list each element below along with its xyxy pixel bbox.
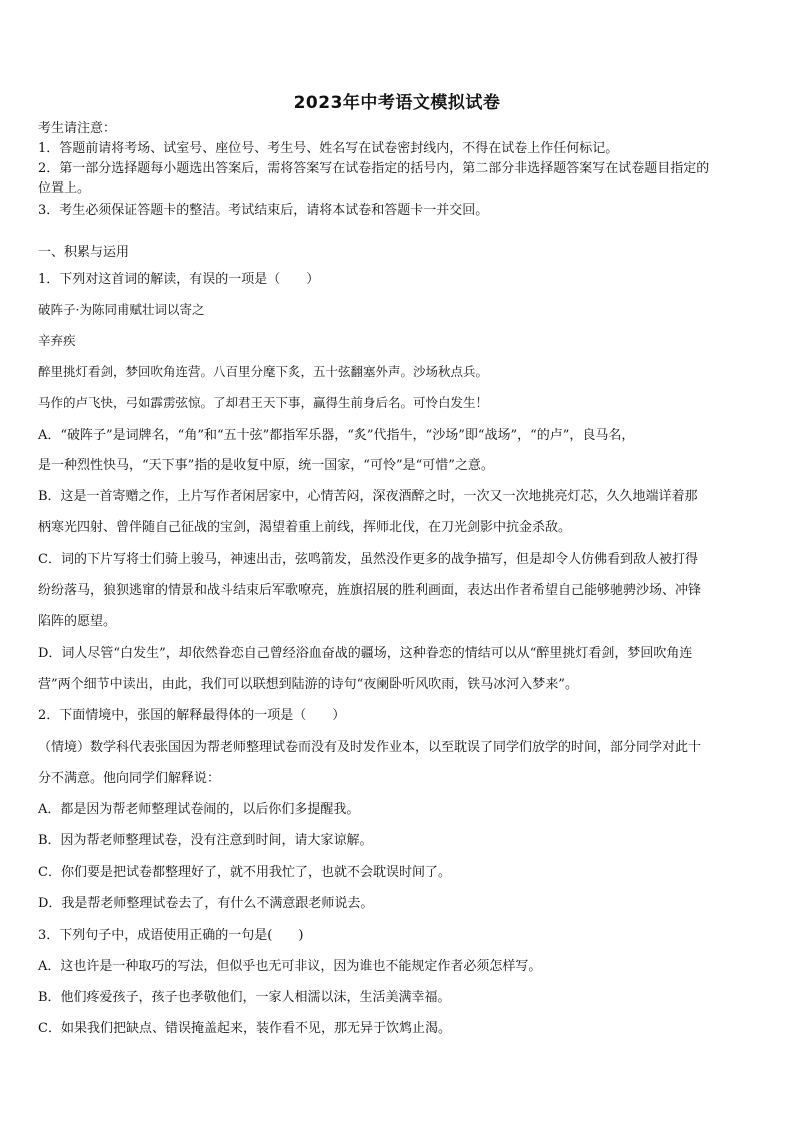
q1-option-d: D．词人尽管“白发生”，却依然眷恋自己曾经浴血奋战的疆场，这种眷恋的情结可以从“醉里挑灯看剑，梦回吹角连 xyxy=(38,646,693,661)
q2-option-c: C．你们要是把试卷都整理好了，就不用我忙了，也就不会耽误时间了。 xyxy=(38,865,451,880)
poem-author: 辛弃疾 xyxy=(38,333,76,348)
q1-option-c-cont: 纷纷落马，狼狈逃窜的情景和战斗结束后军歌嘹亮，旌旗招展的胜利画面，表达出作者希望自己能够驰骋沙场、冲锋 xyxy=(38,583,702,598)
q1-option-b-cont: 柄寒光四射、曾伴随自己征战的宝剑，渴望着重上前线，挥师北伐，在刀光剑影中抗金杀敌。 xyxy=(38,520,572,535)
q3-option-b: B．他们疼爱孩子，孩子也孝敬他们，一家人相濡以沫，生活美满幸福。 xyxy=(38,990,451,1005)
q1-option-b: B．这是一首寄赠之作，上片写作者闲居家中，心情苦闷，深夜酒醉之时，一次又一次地挑亮灯芯，久久地端详着那 xyxy=(38,489,698,504)
question-3-stem: 3．下列句子中，成语使用正确的一句是( ) xyxy=(38,928,304,943)
q2-context-cont: 分不满意。他向同学们解释说： xyxy=(38,771,221,786)
q2-option-d: D．我是帮老师整理试卷去了，有什么不满意跟老师说去。 xyxy=(38,896,374,911)
poem-line: 马作的卢飞快，弓如霹雳弦惊。了却君王天下事，赢得生前身后名。可怜白发生！ xyxy=(38,395,489,410)
notice-item: 1．答题前请将考场、试室号、座位号、考生号、姓名写在试卷密封线内，不得在试卷上作任何标记。 xyxy=(38,141,619,156)
poem-line: 醉里挑灯看剑，梦回吹角连营。八百里分麾下炙，五十弦翻塞外声。沙场秋点兵。 xyxy=(38,364,489,379)
notice-heading: 考生请注意： xyxy=(38,121,117,136)
q2-context: （情境）数学科代表张国因为帮老师整理试卷而没有及时发作业本，以至耽误了同学们放学的时间，部分同学对此十 xyxy=(38,740,702,755)
q1-option-c: C．词的下片写将士们骑上骏马，神速出击，弦鸣箭发，虽然没作更多的战争描写，但是却令人仿佛看到敌人被打得 xyxy=(38,552,698,567)
question-2-stem: 2．下面情境中，张国的解释最得体的一项是（ ） xyxy=(38,708,346,723)
notice-item: 3．考生必须保证答题卡的整洁。考试结束后，请将本试卷和答题卡一并交回。 xyxy=(38,203,489,218)
question-1-stem: 1．下列对这首词的解读，有误的一项是（ ） xyxy=(38,272,320,287)
exam-title: 2023年中考语文模拟试卷 xyxy=(293,93,501,113)
q2-option-b: B．因为帮老师整理试卷，没有注意到时间，请大家谅解。 xyxy=(38,833,373,848)
q1-option-a: A．“破阵子”是词牌名，“角”和“五十弦”都指军乐器，“炙”代指牛，“沙场”即“战场”，“的卢”，良马名， xyxy=(38,428,635,443)
section-heading: 一、积累与运用 xyxy=(38,245,130,260)
notice-item: 位置上。 xyxy=(38,181,91,196)
q2-option-a: A．都是因为帮老师整理试卷闹的，以后你们多提醒我。 xyxy=(38,802,360,817)
poem-title: 破阵子·为陈同甫赋壮词以寄之 xyxy=(38,302,205,317)
notice-item: 2．第一部分选择题每小题选出答案后，需将答案写在试卷指定的括号内，第二部分非选择题答案写在试卷题目指定的 xyxy=(38,161,710,176)
q3-option-c: C．如果我们把缺点、错误掩盖起来，装作看不见，那无异于饮鸩止渴。 xyxy=(38,1021,451,1036)
q3-option-a: A．这也许是一种取巧的写法，但似乎也无可非议，因为谁也不能规定作者必须怎样写。 xyxy=(38,959,542,974)
q1-option-d-cont: 营”两个细节中读出，由此，我们可以联想到陆游的诗句“夜阑卧听风吹雨，铁马冰河入梦来”。 xyxy=(38,677,578,692)
q1-option-c-cont: 陷阵的愿望。 xyxy=(38,614,117,629)
q1-option-a-cont: 是一种烈性快马，“天下事”指的是收复中原，统一国家，“可怜”是“可惜”之意。 xyxy=(38,458,494,473)
